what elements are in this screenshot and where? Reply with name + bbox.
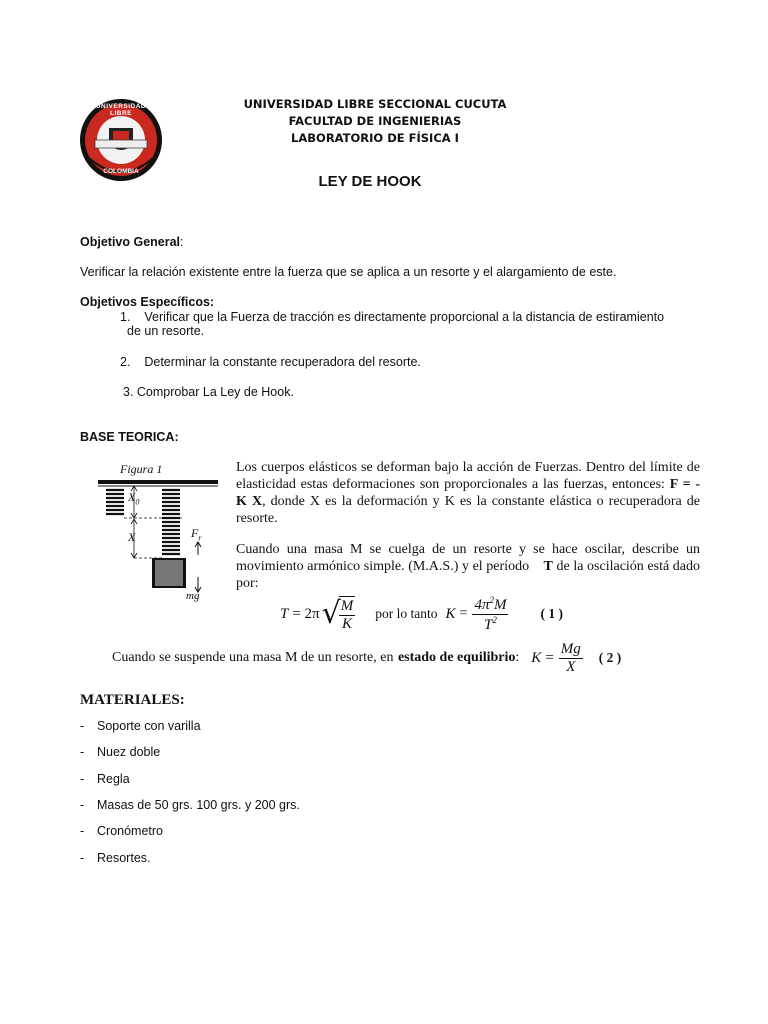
p1-text-b: , donde X es la deformación y K es la constante elástica o recuperadora de resorte. [236, 494, 700, 526]
p3-bold: estado de equilibrio [397, 650, 516, 665]
objetivo-item-1 [120, 310, 664, 324]
objetivo-item-1-cont: de un resorte. [127, 324, 205, 338]
bullet-dash: - [80, 824, 85, 838]
item-text: Determinar la constante recuperadora del resorte. [144, 355, 421, 369]
x0-subscript: 0 [135, 497, 140, 507]
objetivo-item-2 [120, 355, 421, 369]
mg-label: mg [186, 590, 200, 602]
eq2-label: ( 2 ) [598, 650, 622, 665]
fr-subscript: r [198, 533, 202, 543]
k-den-t: T [484, 616, 493, 633]
sqrt-symbol: √ [321, 596, 341, 631]
p3-text: Cuando se suspende una masa M de un resorte, en [112, 650, 394, 665]
p1-force: F [669, 477, 678, 492]
eq2-fraction [559, 641, 583, 676]
university-logo [79, 98, 163, 182]
material-item [80, 798, 300, 812]
eq2-numerator: Mg [560, 640, 581, 657]
eq2-k: K [531, 649, 542, 666]
fr-label [191, 526, 201, 542]
eq2-denominator: X [566, 658, 576, 675]
item-number: 2. [120, 355, 131, 369]
bullet-dash: - [80, 772, 85, 786]
t-squared: 2 [492, 614, 497, 625]
material-item [80, 745, 160, 759]
p1-eq: = - K [236, 477, 701, 509]
material-text: Soporte con varilla [97, 719, 201, 733]
logo-top-text: UNIVERSIDAD LIBRE [95, 103, 147, 117]
figure-caption: Figura 1 [120, 462, 163, 476]
four-pi: 4π [474, 596, 490, 613]
eq1-por-lo-tanto: por lo tanto [375, 606, 438, 621]
eq1-lhs: T [280, 605, 289, 622]
eq1-k-denominator [484, 615, 497, 634]
material-item [80, 772, 130, 786]
objetivo-item-3: 3. Comprobar La Ley de Hook. [123, 385, 294, 399]
eq1-k-numerator [472, 595, 508, 615]
materiales-heading: MATERIALES: [80, 692, 185, 708]
k-num-m: M [493, 596, 507, 613]
objetivo-general-label: Objetivo General [80, 235, 181, 249]
eq1-label: ( 1 ) [540, 606, 563, 621]
item-number: 1. [120, 310, 131, 324]
p2-text-b: de la oscilación está dado por: [236, 559, 701, 591]
equation-1 [280, 592, 563, 636]
material-item [80, 824, 163, 838]
material-text: Regla [97, 772, 130, 786]
p1-x: X [251, 494, 263, 509]
eq2-equals: = [545, 649, 554, 666]
spring-figure [94, 460, 224, 605]
logo-bottom-text: COLOMBIA [103, 168, 139, 175]
paragraph-1 [236, 459, 700, 527]
eq1-k: K [445, 605, 456, 622]
eq1-fraction [339, 596, 356, 633]
material-text: Nuez doble [97, 745, 161, 759]
p2-period: T [543, 559, 553, 574]
p1-text-a: Los cuerpos elásticos se deforman bajo la acción de Fuerzas. Dentro del límite de elasticidad estas deformaciones son proporcionales a las fuerzas, entonces: [236, 460, 700, 492]
item-text: Verificar que la Fuerza de tracción es directamente proporcional a la distancia de estiramiento [144, 310, 665, 324]
objetivo-general-text: Verificar la relación existente entre la fuerza que se aplica a un resorte y el alargamiento de este. [80, 265, 617, 279]
material-item [80, 851, 151, 865]
page-title: LEY DE HOOK [318, 173, 422, 190]
material-text: Cronómetro [97, 824, 163, 838]
eq1-k-equals: = [459, 606, 468, 621]
bullet-dash: - [80, 798, 85, 812]
bullet-dash: - [80, 851, 85, 865]
eq1-k-fraction [472, 595, 508, 634]
eq1-numerator: M [340, 597, 354, 614]
eq1-equals: = 2π [292, 605, 320, 622]
header-line-3: LABORATORIO DE FÍSICA I [291, 131, 459, 145]
x-label: X [128, 530, 136, 544]
long-spring [162, 490, 180, 554]
p2-text-a: Cuando una masa M se cuelga de un resorte y se hace oscilar, describe un movimiento armónico simple. (M.A.S.) y el período [236, 542, 700, 574]
bullet-dash: - [80, 745, 85, 759]
short-spring [106, 490, 124, 514]
fr-symbol: F [191, 526, 199, 540]
p3-colon: : [515, 650, 520, 665]
paragraph-2 [236, 541, 700, 592]
base-teorica-heading: BASE TEORICA: [80, 430, 179, 444]
objetivos-especificos-heading: Objetivos Específicos: [80, 295, 215, 309]
pi-squared: 2 [489, 594, 494, 605]
objetivo-general-heading [80, 235, 184, 249]
x0-label [128, 490, 139, 506]
eq1-denominator: K [342, 615, 353, 632]
x0-symbol: X [128, 490, 136, 504]
material-text: Resortes. [97, 851, 151, 865]
header-line-1: UNIVERSIDAD LIBRE SECCIONAL CUCUTA [243, 97, 507, 111]
paragraph-3 [112, 638, 621, 678]
bullet-dash: - [80, 719, 85, 733]
material-item [80, 719, 201, 733]
objetivo-general-colon: : [180, 235, 184, 249]
header-line-2: FACULTAD DE INGENIERIAS [288, 114, 462, 128]
material-text: Masas de 50 grs. 100 grs. y 200 grs. [97, 798, 300, 812]
